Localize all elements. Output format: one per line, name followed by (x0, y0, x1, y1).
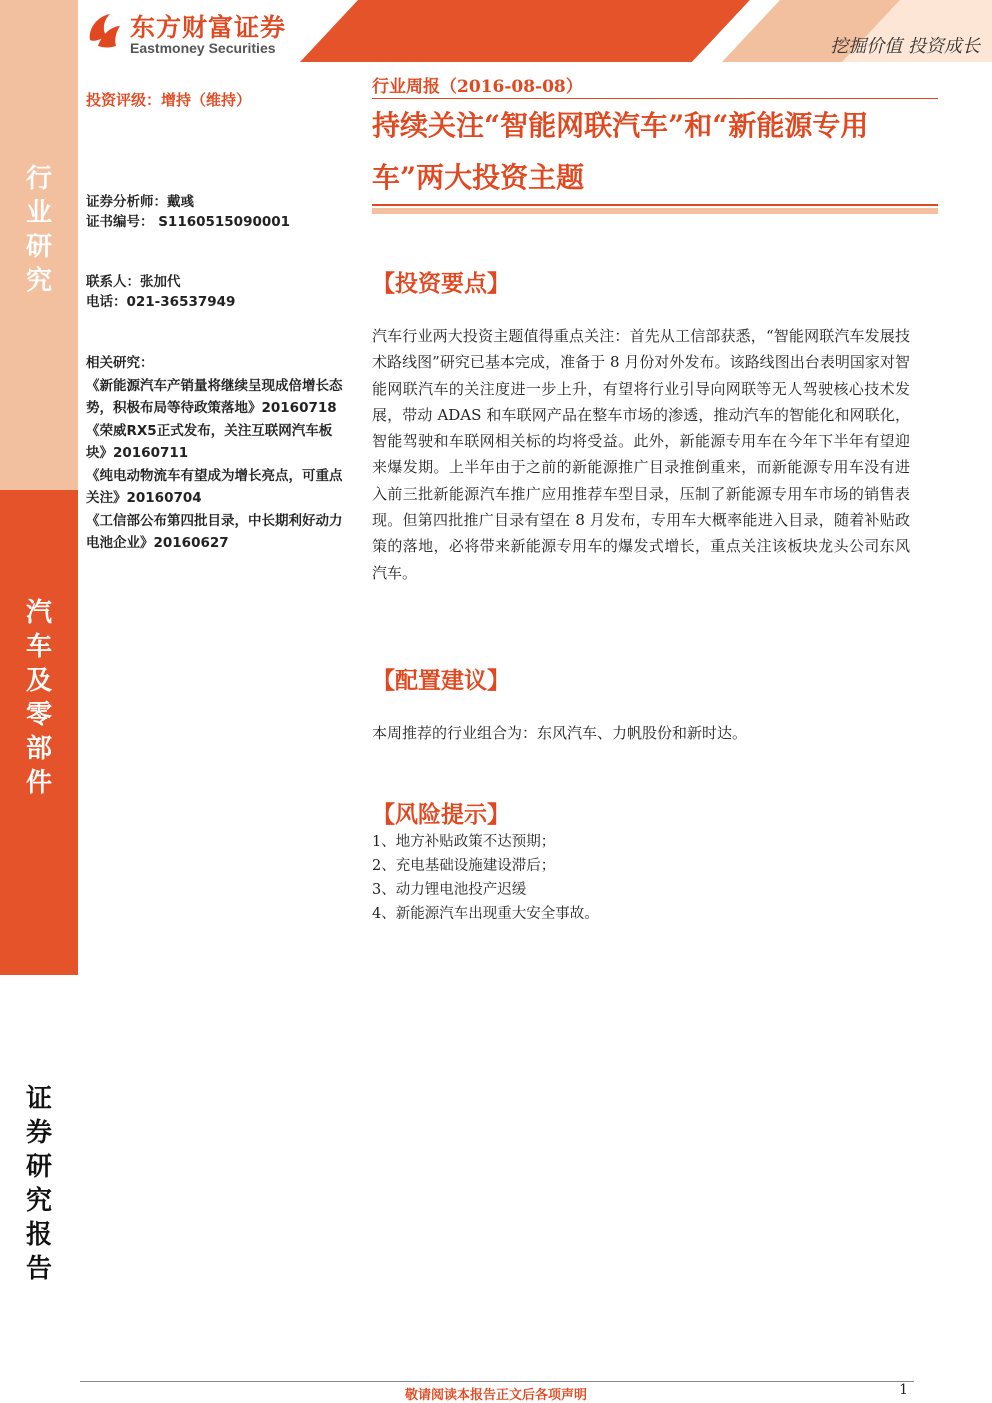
report-title: 持续关注“智能网联汽车”和“新能源专用车”两大投资主题 (372, 109, 869, 194)
related-research (86, 352, 348, 555)
logo-text-cn: 东方财富证券 (130, 13, 287, 42)
footer-divider (80, 1381, 914, 1382)
disclaimer-note: 敬请阅读本报告正文后各项声明 (404, 1388, 587, 1403)
risk-item: 1、地方补贴政策不达预期； (372, 834, 556, 850)
sidebar-label-doctype: 证 券 研 究 报 告 (25, 1084, 52, 1284)
slogan: 挖掘价值 投资成长 (830, 36, 980, 57)
company-logo (84, 8, 324, 58)
risk-item: 2、充电基础设施建设滞后； (372, 858, 556, 874)
related-item: 《新能源汽车产销量将继续呈现成倍增长态势，积极布局等待政策落地》20160718 (86, 377, 343, 416)
certificate-number: 证书编号： S1160515090001 (86, 214, 291, 230)
divider (372, 204, 938, 206)
contact-phone: 电话：021-36537949 (86, 294, 236, 310)
sidebar-label-sector: 汽 车 及 零 部 件 (25, 598, 52, 798)
related-item: 《纯电动物流车有望成为增长亮点，可重点关注》20160704 (86, 467, 343, 506)
related-item: 《工信部公布第四批目录，中长期利好动力电池企业》20160627 (86, 512, 343, 551)
risk-item: 3、动力锂电池投产迟缓 (372, 882, 527, 898)
section-body-key-points: 汽车行业两大投资主题值得重点关注：首先从工信部获悉，“智能网联汽车发展技术路线图”研究已基本完成，准备于 8 月份对外发布。该路线图出台表明国家对智能网联汽车的关注度进一步上升，有望将行业引导向网联等无人驾驶核心技术发展，带动 ADAS 和车联网产品在整车市场的渗透，推动汽车的智能化和网联化，智能驾驶和车联网相关标的均将受益。此外，新能源专用车在今年下半年有望迎来爆发期。上半年由于之前的新能源推广目录推倒重来，而新能源专用车没有进入前三批新能源汽车推广应用推荐车型目录，压制了新能源专用车市场的销售表现。但第四批推广目录有望在 8 月发布，专用车大概率能进入目录，随着补贴政策的落地，必将带来新能源专用车的爆发式增长，重点关注该板块龙头公司东风汽车。 (372, 327, 910, 582)
logo-text-en: Eastmoney Securities (130, 40, 276, 56)
section-heading-allocation: 【配置建议】 (372, 667, 510, 694)
logo-mark-icon (84, 10, 122, 50)
report-type-date: 行业周报（2016-08-08） (372, 77, 583, 97)
related-item: 《荣威RX5正式发布，关注互联网汽车板块》20160711 (86, 422, 333, 461)
related-title: 相关研究： (86, 355, 154, 371)
risk-item: 4、新能源汽车出现重大安全事故。 (372, 906, 599, 922)
contact-name: 联系人：张加代 (86, 274, 181, 290)
page-number: 1 (899, 1382, 908, 1398)
sidebar-label-category: 行 业 研 究 (25, 164, 52, 296)
investment-rating: 投资评级：增持（维持） (86, 91, 252, 109)
divider-band (372, 208, 938, 214)
analyst-name: 证券分析师：戴彧 (86, 194, 194, 210)
risk-list (372, 830, 599, 926)
section-heading-key-points: 【投资要点】 (372, 270, 510, 297)
analyst-block (86, 192, 290, 232)
section-heading-risks: 【风险提示】 (372, 801, 510, 828)
section-body-allocation: 本周推荐的行业组合为：东风汽车、力帆股份和新时达。 (372, 724, 748, 742)
contact-block (86, 272, 235, 312)
divider (372, 98, 938, 99)
